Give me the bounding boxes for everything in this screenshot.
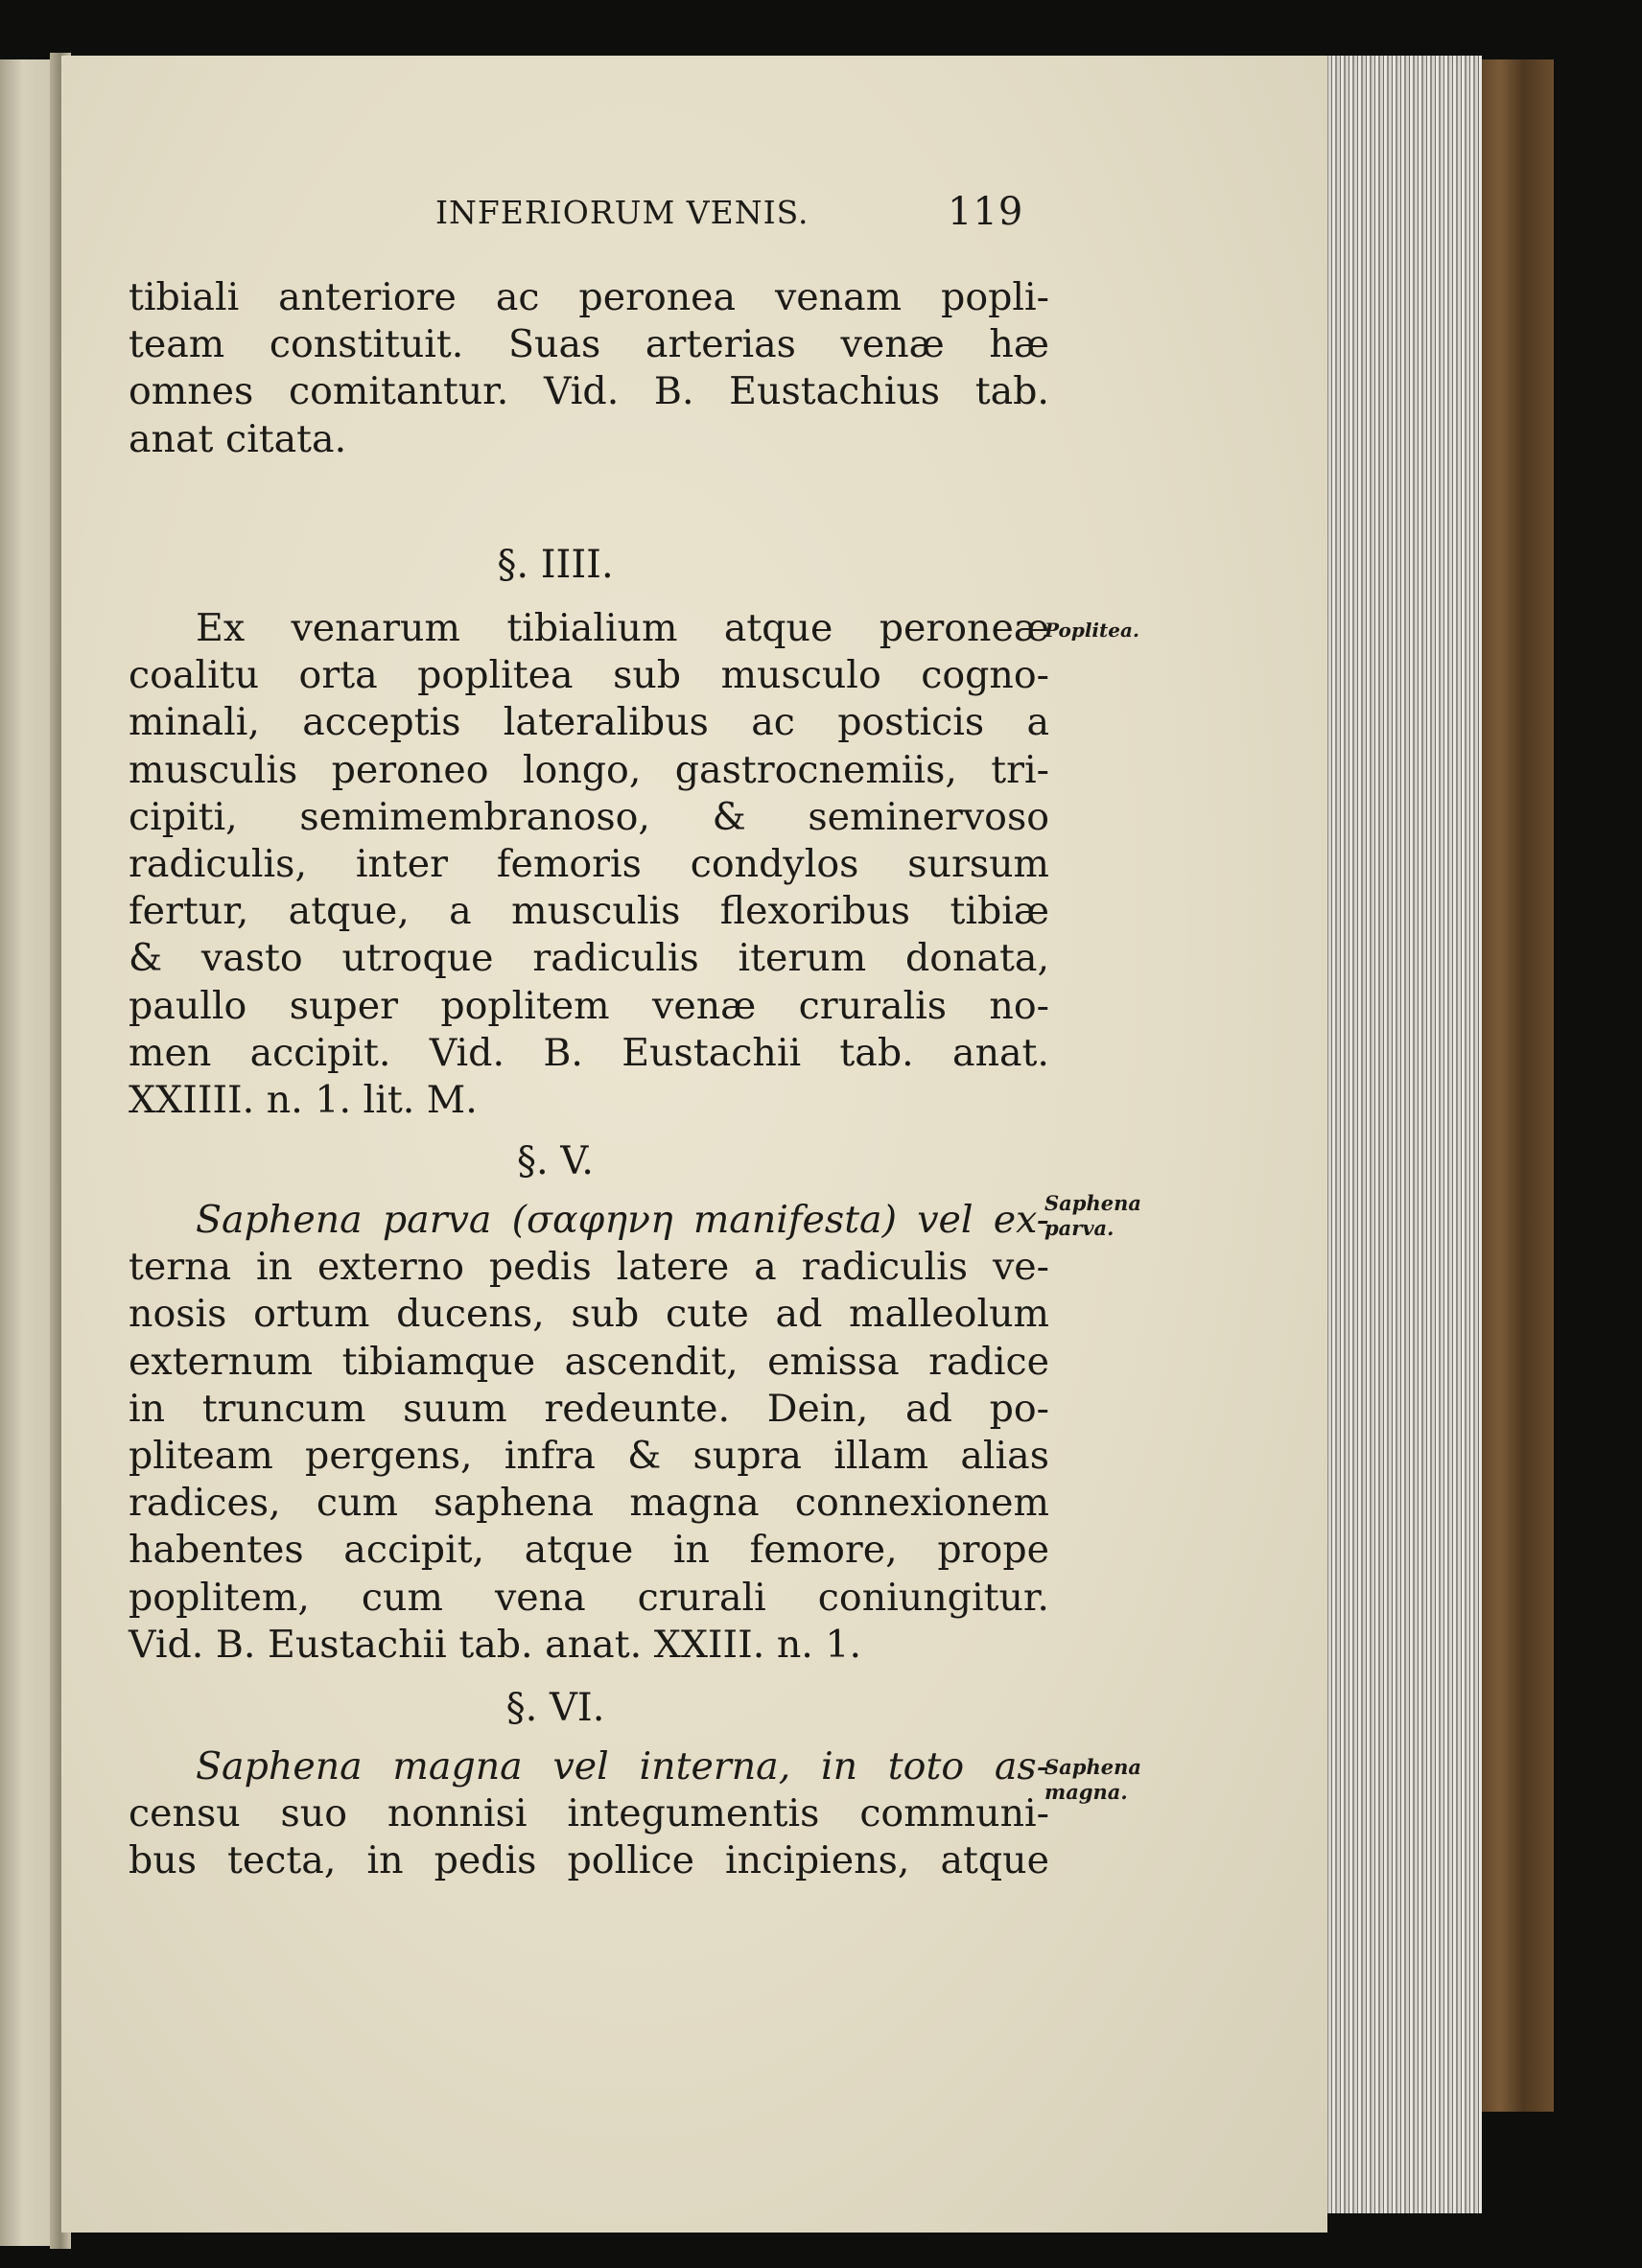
margin-note-saphena-magna: Saphena magna.	[1044, 1755, 1141, 1804]
section-heading-4: §. IIII.	[497, 543, 614, 587]
book-cover-edge	[1477, 59, 1554, 2112]
text-line: omnes comitantur. Vid. B. Eustachius tab.	[129, 369, 1049, 414]
text-line: radiculis, inter femoris condylos sursum	[129, 842, 1049, 887]
text-line: paullo super poplitem venæ cruralis no-	[129, 983, 1049, 1028]
text-line: pliteam pergens, infra & supra illam alias	[129, 1434, 1049, 1479]
text-line: tibiali anteriore ac peronea venam popli-	[129, 275, 1049, 319]
running-header	[368, 190, 1097, 238]
text-line: Saphena parva (σαφηνη manifesta) vel ex-	[196, 1198, 1049, 1242]
text-line: team constituit. Suas arterias venæ hæ	[129, 322, 1049, 367]
page-number: 119	[948, 190, 1024, 234]
text-line: XXIIII. n. 1. lit. M.	[129, 1078, 478, 1123]
section-6-paragraph	[129, 1743, 1049, 1885]
text-line: externum tibiamque ascendit, emissa radice	[129, 1339, 1049, 1384]
text-line: bus tecta, in pedis pollice incipiens, atque	[129, 1838, 1049, 1883]
text-line: nosis ortum ducens, sub cute ad malleolum	[129, 1292, 1049, 1337]
section-heading-5: §. V.	[516, 1139, 595, 1183]
text-line: censu suo nonnisi integumentis communi-	[129, 1791, 1049, 1836]
text-line: & vasto utroque radiculis iterum donata,	[129, 936, 1049, 981]
section-heading-6: §. VI.	[505, 1686, 605, 1730]
text-line: Vid. B. Eustachii tab. anat. XXIII. n. 1.	[129, 1622, 862, 1667]
intro-paragraph	[129, 274, 1049, 463]
text-line: musculis peroneo longo, gastrocnemiis, tri-	[129, 747, 1049, 792]
text-line: habentes accipit, atque in femore, prope	[129, 1528, 1049, 1573]
text-line: men accipit. Vid. B. Eustachii tab. anat.	[129, 1030, 1049, 1075]
text-line: cipiti, semimembranoso, & seminervoso	[129, 794, 1049, 839]
text-line: anat citata.	[129, 416, 347, 461]
book-page	[61, 56, 1327, 2233]
text-line: minali, acceptis lateralibus ac posticis a	[129, 700, 1049, 745]
running-title: INFERIORUM VENIS.	[435, 194, 809, 231]
section-4-paragraph	[129, 605, 1049, 1124]
text-line: terna in externo pedis latere a radiculis ve-	[129, 1245, 1049, 1290]
text-line: coalitu orta poplitea sub musculo cogno-	[129, 653, 1049, 698]
text-line: Ex venarum tibialium atque peroneæ	[196, 606, 1049, 650]
facing-page-edge	[0, 59, 50, 2246]
page-stack-edges	[1324, 56, 1482, 2213]
margin-note-poplitea: Poplitea.	[1044, 619, 1139, 642]
text-line: Saphena magna vel interna, in toto as-	[196, 1744, 1049, 1789]
text-line: poplitem, cum vena crurali coniungitur.	[129, 1575, 1049, 1620]
margin-note-saphena-parva: Saphena parva.	[1044, 1191, 1141, 1240]
section-5-paragraph	[129, 1197, 1049, 1669]
text-line: fertur, atque, a musculis flexoribus tibiæ	[129, 889, 1049, 934]
text-line: radices, cum saphena magna connexionem	[129, 1481, 1049, 1526]
text-line: in truncum suum redeunte. Dein, ad po-	[129, 1386, 1049, 1431]
